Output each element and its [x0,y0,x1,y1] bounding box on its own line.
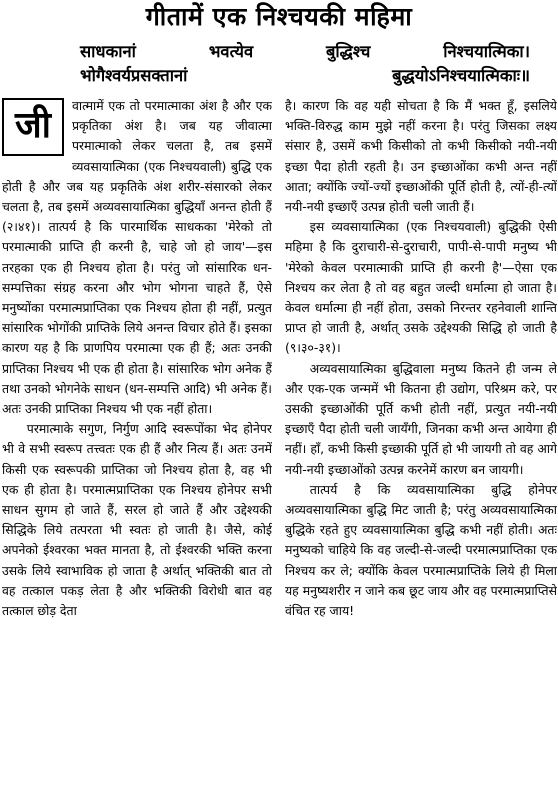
shloka-word: बुद्धयोऽनिश्चयात्मिकाः॥ [392,66,530,85]
shloka-line-1 [80,40,530,64]
body-paragraph: इस व्यवसायात्मिका (एक निश्चयवाली) बुद्धिकी ऐसी महिमा है कि दुराचारी-से-दुराचारी, पापी-से-पापी मनुष्य भी 'मेरेको केवल परमात्माकी प्राप्ति ही करनी है'—ऐसा एक निश्चय कर लेता है तो वह बहुत जल्दी धर्मात्मा हो जाता है। केवल धर्मात्मा ही नहीं होता, उसको निरन्तर रहनेवाली शान्ति प्राप्त हो जाती है, अर्थात् उसके उद्देश्यकी सिद्धि हो जाती है (९।३०-३१)। [285,219,557,356]
right-column [285,96,557,799]
shloka-line-2 [80,64,530,88]
shloka-word: भवत्येव [208,42,254,61]
left-column [2,96,272,799]
shloka-word: साधकानां [80,42,136,61]
body-paragraph: अव्यवसायात्मिका बुद्धिवाला मनुष्य कितने ही जन्म ले और एक-एक जन्ममें भी कितना ही उद्योग, परिश्रम करे, पर उसकी इच्छाओंकी पूर्ति कभी होती नहीं, प्रत्युत नयी-नयी इच्छाएँ पैदा होती चली जायँगी, जिनका कभी अन्त आयेगा ही नहीं। हाँ, कभी किसी इच्छाकी पूर्ति हो भी जायगी तो वह आगे नयी-नयी इच्छाओंको उत्पन्न करनेमें कारण बन जायगी। [285,360,557,477]
body-paragraph: परमात्माके सगुण, निर्गुण आदि स्वरूपोंका भेद होनेपर भी वे सभी स्वरूप तत्त्वतः एक ही हैं और नित्य हैं। अतः उनमें किसी एक स्वरूपकी प्राप्तिका जो निश्चय होता है, वह भी एक ही होता है। परमात्मप्राप्तिका एक निश्चय होनेपर सभी साधन सुगम हो जाते हैं, सरल हो जाते हैं और उद्देश्यकी सिद्धिके लिये तत्परता भी स्वतः हो जाती है। जैसे, कोई अपनेको ईश्वरका भक्त मानता है, तो ईश्वरकी भक्ति करना उसके लिये स्वाभाविक हो जाता है अर्थात् भक्तिकी बात तो वह तत्काल पकड़ लेता है और भक्तिकी विरोधी बात वह तत्काल छोड़ देता [2,421,272,619]
shloka-word: निश्चयात्मिका। [443,42,530,61]
body-paragraph: वात्मामें एक तो परमात्माका अंश है और एक प्रकृतिका अंश है। जब यह जीवात्मा परमात्माको लेकर चलता है, तब इसमें व्यवसायात्मिका (एक निश्चयवाली) बुद्धि एक होती है और जब यह प्रकृतिके अंश शरीर-संसारको लेकर चलता है, तब इसमें अव्यवसायात्मिका बुद्धियाँ अनन्त होती हैं (२।४१)। तात्पर्य है कि पारमार्थिक साधकका 'मेरेको तो परमात्माकी प्राप्ति ही करनी है, चाहे जो हो जाय'—इस तरहका एक ही निश्चय होता है। परंतु जो सांसारिक धन-सम्पत्तिका संग्रह करना और भोग भोगना चाहते हैं, ऐसे मनुष्योंका परमात्मप्राप्तिका एक निश्चय होता ही नहीं, प्रत्युत सांसारिक भोगोंकी प्राप्तिके लिये अनन्त विचार होते हैं। इसका कारण यह है कि प्राणपिय परमात्मा एक ही हैं; अतः उनकी प्राप्तिका निश्चय भी एक ही होता है। सांसारिक भोग अनेक हैं तथा उनको भोगनेके साधन (धन-सम्पत्ति आदि) भी अनेक हैं। अतः उनकी प्राप्तिका निश्चय भी एक नहीं होता। [2,98,272,417]
body-paragraph: है। कारण कि वह यही सोचता है कि मैं भक्त हूँ, इसलिये भक्ति-विरुद्ध काम मुझे नहीं करना है। परंतु जिसका लक्ष्य संसार है, उसमें कभी किसीको तो कभी किसीको नयी-नयी इच्छा पैदा होती रहती है। उन इच्छाओंका कभी अन्त नहीं आता; क्योंकि ज्यों-ज्यों इच्छाओंकी पूर्ति होती है, त्यों-ही-त्यों नयी-नयी इच्छाएँ उत्पन्न होती चली जाती हैं। [285,98,557,215]
shloka-word: बुद्धिश्च [325,42,371,61]
body-paragraph: तात्पर्य है कि व्यवसायात्मिका बुद्धि होनेपर अव्यवसायात्मिका बुद्धि मिट जाती है; परंतु अव्यवसायात्मिका बुद्धिके रहते हुए व्यवसायात्मिका बुद्धि कभी नहीं होती। अतः मनुष्यको चाहिये कि वह जल्दी-से-जल्दी परमात्मप्राप्तिका एक निश्चय कर ले; क्योंकि केवल परमात्मप्राप्तिके लिये ही मिला यह मनुष्यशरीर न जाने कब छूट जाय और वह परमात्मप्राप्तिसे वंचित रह जाय! [285,481,557,619]
drop-cap: जी [2,98,64,156]
page-title: गीतामें एक निश्चयकी महिमा [145,2,413,31]
shloka-verse [80,40,530,88]
shloka-word: भोगैश्वर्यप्रसक्तानां [80,66,188,85]
